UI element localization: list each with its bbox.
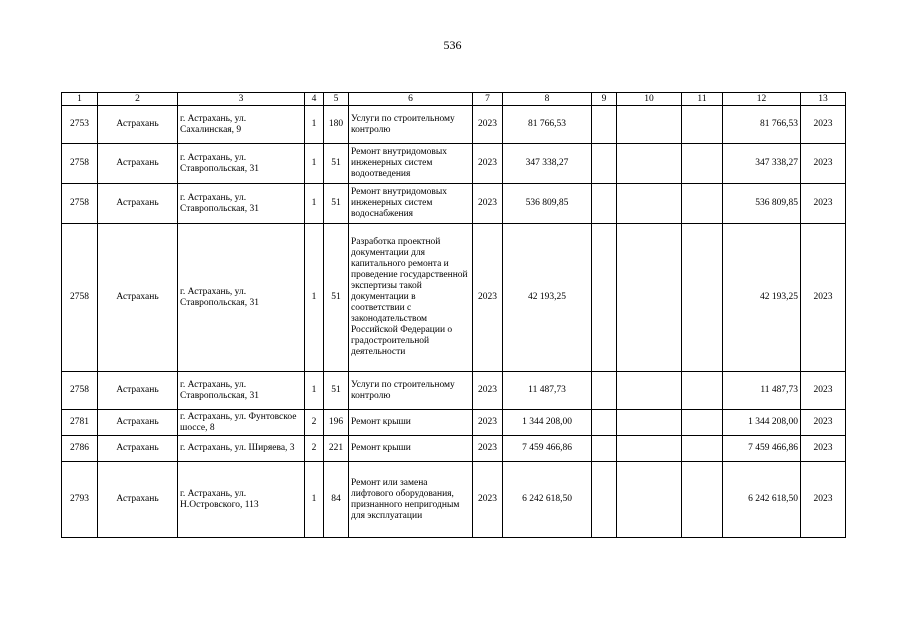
- column-header: 12: [723, 93, 801, 106]
- cell-col9: [592, 436, 617, 462]
- cell-id: 2758: [62, 372, 98, 410]
- table-row: [62, 144, 846, 184]
- cell-cost: 347 338,27: [503, 144, 592, 184]
- cell-cost: 7 459 466,86: [503, 436, 592, 462]
- column-header: 1: [62, 93, 98, 106]
- cell-municipality: Астрахань: [98, 144, 178, 184]
- cell-municipality: Астрахань: [98, 106, 178, 144]
- cell-col11: [682, 144, 723, 184]
- cell-col5: 51: [324, 224, 349, 372]
- column-header: 13: [801, 93, 846, 106]
- cell-municipality: Астрахань: [98, 372, 178, 410]
- column-header: 11: [682, 93, 723, 106]
- cell-col4: 1: [305, 144, 324, 184]
- cell-total: 42 193,25: [723, 224, 801, 372]
- column-header: 4: [305, 93, 324, 106]
- cell-col10: [617, 372, 682, 410]
- column-header: 2: [98, 93, 178, 106]
- cell-year: 2023: [473, 372, 503, 410]
- cell-col10: [617, 436, 682, 462]
- cell-address: г. Астрахань, ул. Ставропольская, 31: [178, 372, 305, 410]
- cell-col9: [592, 224, 617, 372]
- cell-year: 2023: [473, 106, 503, 144]
- cell-end-year: 2023: [801, 372, 846, 410]
- cell-total: 536 809,85: [723, 184, 801, 224]
- cell-col4: 1: [305, 462, 324, 538]
- cell-cost: 6 242 618,50: [503, 462, 592, 538]
- column-header: 5: [324, 93, 349, 106]
- cell-col11: [682, 372, 723, 410]
- cell-col9: [592, 106, 617, 144]
- cell-id: 2758: [62, 144, 98, 184]
- cell-col11: [682, 410, 723, 436]
- column-header: 8: [503, 93, 592, 106]
- cell-work-type: Ремонт крыши: [349, 410, 473, 436]
- cell-col11: [682, 106, 723, 144]
- cell-col10: [617, 410, 682, 436]
- cell-col11: [682, 436, 723, 462]
- cell-cost: 536 809,85: [503, 184, 592, 224]
- cell-end-year: 2023: [801, 106, 846, 144]
- cell-total: 347 338,27: [723, 144, 801, 184]
- cell-municipality: Астрахань: [98, 410, 178, 436]
- cell-end-year: 2023: [801, 224, 846, 372]
- cell-col4: 1: [305, 224, 324, 372]
- cell-col4: 1: [305, 184, 324, 224]
- cell-address: г. Астрахань, ул. Н.Островского, 113: [178, 462, 305, 538]
- table-row: [62, 106, 846, 144]
- cell-total: 81 766,53: [723, 106, 801, 144]
- cell-col9: [592, 144, 617, 184]
- cell-year: 2023: [473, 184, 503, 224]
- cell-work-type: Ремонт внутридомовых инженерных систем водоотведения: [349, 144, 473, 184]
- cell-total: 6 242 618,50: [723, 462, 801, 538]
- cell-work-type: Ремонт или замена лифтового оборудования, признанного непригодным для эксплуатации: [349, 462, 473, 538]
- cell-col4: 2: [305, 436, 324, 462]
- cell-id: 2781: [62, 410, 98, 436]
- data-table: [61, 92, 846, 538]
- cell-col10: [617, 224, 682, 372]
- column-header: 10: [617, 93, 682, 106]
- cell-address: г. Астрахань, ул. Ширяева, 3: [178, 436, 305, 462]
- cell-col5: 180: [324, 106, 349, 144]
- cell-id: 2793: [62, 462, 98, 538]
- cell-end-year: 2023: [801, 184, 846, 224]
- cell-col5: 51: [324, 372, 349, 410]
- cell-work-type: Ремонт внутридомовых инженерных систем водоснабжения: [349, 184, 473, 224]
- cell-cost: 42 193,25: [503, 224, 592, 372]
- cell-col10: [617, 106, 682, 144]
- cell-municipality: Астрахань: [98, 224, 178, 372]
- cell-municipality: Астрахань: [98, 184, 178, 224]
- cell-col4: 1: [305, 106, 324, 144]
- header-row: [62, 93, 846, 106]
- cell-total: 7 459 466,86: [723, 436, 801, 462]
- cell-year: 2023: [473, 410, 503, 436]
- cell-municipality: Астрахань: [98, 436, 178, 462]
- cell-address: г. Астрахань, ул. Ставропольская, 31: [178, 144, 305, 184]
- cell-cost: 81 766,53: [503, 106, 592, 144]
- cell-col10: [617, 184, 682, 224]
- cell-col11: [682, 224, 723, 372]
- table-row: [62, 410, 846, 436]
- cell-work-type: Ремонт крыши: [349, 436, 473, 462]
- cell-year: 2023: [473, 224, 503, 372]
- cell-id: 2758: [62, 184, 98, 224]
- column-header: 7: [473, 93, 503, 106]
- table-row: [62, 184, 846, 224]
- cell-col11: [682, 184, 723, 224]
- table-row: [62, 462, 846, 538]
- cell-end-year: 2023: [801, 410, 846, 436]
- cell-year: 2023: [473, 144, 503, 184]
- cell-id: 2758: [62, 224, 98, 372]
- cell-address: г. Астрахань, ул. Ставропольская, 31: [178, 184, 305, 224]
- cell-total: 1 344 208,00: [723, 410, 801, 436]
- cell-col4: 1: [305, 372, 324, 410]
- table-row: [62, 436, 846, 462]
- cell-col11: [682, 462, 723, 538]
- cell-col10: [617, 462, 682, 538]
- cell-work-type: Услуги по строительному контролю: [349, 372, 473, 410]
- cell-col9: [592, 462, 617, 538]
- cell-col5: 221: [324, 436, 349, 462]
- cell-year: 2023: [473, 436, 503, 462]
- cell-year: 2023: [473, 462, 503, 538]
- table-row: [62, 372, 846, 410]
- cell-col5: 51: [324, 184, 349, 224]
- cell-end-year: 2023: [801, 436, 846, 462]
- column-header: 6: [349, 93, 473, 106]
- table-row: [62, 224, 846, 372]
- cell-cost: 1 344 208,00: [503, 410, 592, 436]
- cell-col9: [592, 184, 617, 224]
- cell-col10: [617, 144, 682, 184]
- cell-address: г. Астрахань, ул. Фунтовское шоссе, 8: [178, 410, 305, 436]
- cell-col9: [592, 410, 617, 436]
- column-header: 9: [592, 93, 617, 106]
- cell-id: 2786: [62, 436, 98, 462]
- cell-total: 11 487,73: [723, 372, 801, 410]
- cell-end-year: 2023: [801, 462, 846, 538]
- cell-work-type: Услуги по строительному контролю: [349, 106, 473, 144]
- cell-col5: 51: [324, 144, 349, 184]
- cell-col9: [592, 372, 617, 410]
- cell-address: г. Астрахань, ул. Сахалинская, 9: [178, 106, 305, 144]
- column-header: 3: [178, 93, 305, 106]
- cell-end-year: 2023: [801, 144, 846, 184]
- cell-col5: 196: [324, 410, 349, 436]
- cell-col5: 84: [324, 462, 349, 538]
- cell-address: г. Астрахань, ул. Ставропольская, 31: [178, 224, 305, 372]
- cell-work-type: Разработка проектной документации для капитального ремонта и проведение государственной экспертизы такой документации в соответствии с законодательством Российской Федерации о градостроительной деятельности: [349, 224, 473, 372]
- page-number: 536: [443, 38, 462, 52]
- cell-col4: 2: [305, 410, 324, 436]
- cell-cost: 11 487,73: [503, 372, 592, 410]
- cell-id: 2753: [62, 106, 98, 144]
- cell-municipality: Астрахань: [98, 462, 178, 538]
